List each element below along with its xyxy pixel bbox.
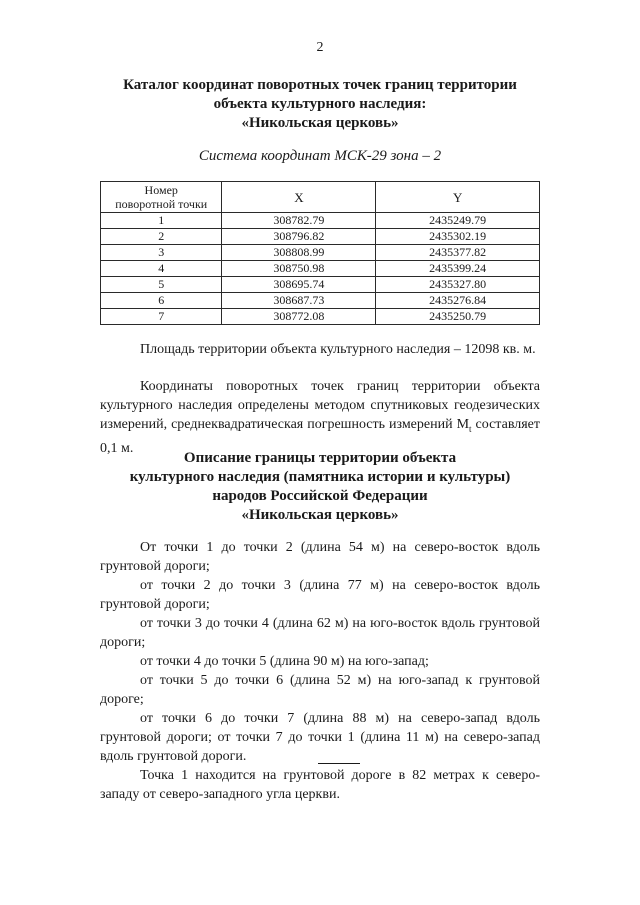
description-paragraph: Точка 1 находится на грунтовой дороге в 82 метрах к северо-западу от северо-западного угла церкви. <box>100 768 540 802</box>
point-x: 308695.74 <box>222 277 376 293</box>
table-row <box>101 293 540 309</box>
point-y: 2435250.79 <box>376 309 540 325</box>
end-divider <box>318 763 360 764</box>
description-title-line-1: Описание границы территории объекта <box>183 450 457 466</box>
accuracy-text <box>100 377 540 458</box>
accuracy-paragraph <box>100 377 540 458</box>
header-number-line-2: поворотной точки <box>115 197 208 211</box>
table-row <box>101 229 540 245</box>
table-row <box>101 309 540 325</box>
point-x: 308796.82 <box>222 229 376 245</box>
description-paragraph: От точки 1 до точки 2 (длина 54 м) на северо-восток вдоль грунтовой дороги; <box>100 540 540 574</box>
description-paragraph: от точки 3 до точки 4 (длина 62 м) на юго-восток вдоль грунтовой дороги; <box>100 616 540 650</box>
catalog-title-line-3: «Никольская церковь» <box>241 115 399 131</box>
accuracy-text-end: составляет 0,1 м. <box>100 417 540 456</box>
point-number: 7 <box>101 309 222 325</box>
description-paragraph: от точки 6 до точки 7 (длина 88 м) на северо-запад вдоль грунтовой дороги; от точки 7 до точки 1 (длина 11 м) на северо-запад вдоль грунтовой дороги. <box>100 711 540 764</box>
page-number: 2 <box>316 40 324 55</box>
point-number: 4 <box>101 261 222 277</box>
point-x: 308808.99 <box>222 245 376 261</box>
coordinate-system: Система координат МСК-29 зона – 2 <box>198 148 442 164</box>
accuracy-text-main: Координаты поворотных точек границ территории объекта культурного наследия определены методом спутниковых геодезических измерений, среднеквадратическая погрешность измерений M <box>100 379 540 432</box>
accuracy-subscript: t <box>469 423 472 434</box>
description-title-line-2: культурного наследия (памятника истории и культуры) <box>129 469 511 485</box>
coordinates-table <box>100 181 540 325</box>
point-y: 2435327.80 <box>376 277 540 293</box>
header-point-number <box>101 182 222 213</box>
point-x: 308772.08 <box>222 309 376 325</box>
catalog-title <box>0 76 640 133</box>
table-row <box>101 213 540 229</box>
point-y: 2435399.24 <box>376 261 540 277</box>
description-paragraph: от точки 5 до точки 6 (длина 52 м) на юго-запад к грунтовой дороге; <box>100 673 540 707</box>
point-x: 308687.73 <box>222 293 376 309</box>
table-row <box>101 261 540 277</box>
header-x: X <box>222 182 376 213</box>
point-y: 2435377.82 <box>376 245 540 261</box>
description-title-line-4: «Никольская церковь» <box>241 507 399 523</box>
point-y: 2435276.84 <box>376 293 540 309</box>
area-paragraph <box>100 340 540 359</box>
point-number: 1 <box>101 213 222 229</box>
boundary-description <box>100 538 540 804</box>
header-y: Y <box>376 182 540 213</box>
table-header-row <box>101 182 540 213</box>
header-number-line-1: Номер <box>144 183 178 197</box>
table-row <box>101 245 540 261</box>
point-y: 2435302.19 <box>376 229 540 245</box>
catalog-title-line-2: объекта культурного наследия: <box>213 96 427 112</box>
description-paragraph: от точки 4 до точки 5 (длина 90 м) на юго-запад; <box>140 654 429 669</box>
point-number: 2 <box>101 229 222 245</box>
point-x: 308750.98 <box>222 261 376 277</box>
catalog-title-line-1: Каталог координат поворотных точек границ территории <box>123 77 517 93</box>
point-x: 308782.79 <box>222 213 376 229</box>
description-title-line-3: народов Российской Федерации <box>212 488 428 504</box>
description-title <box>0 449 640 525</box>
point-number: 3 <box>101 245 222 261</box>
description-paragraph: от точки 2 до точки 3 (длина 77 м) на северо-восток вдоль грунтовой дороги; <box>100 578 540 612</box>
table-row <box>101 277 540 293</box>
area-text: Площадь территории объекта культурного наследия – 12098 кв. м. <box>140 342 536 357</box>
point-number: 5 <box>101 277 222 293</box>
point-y: 2435249.79 <box>376 213 540 229</box>
point-number: 6 <box>101 293 222 309</box>
